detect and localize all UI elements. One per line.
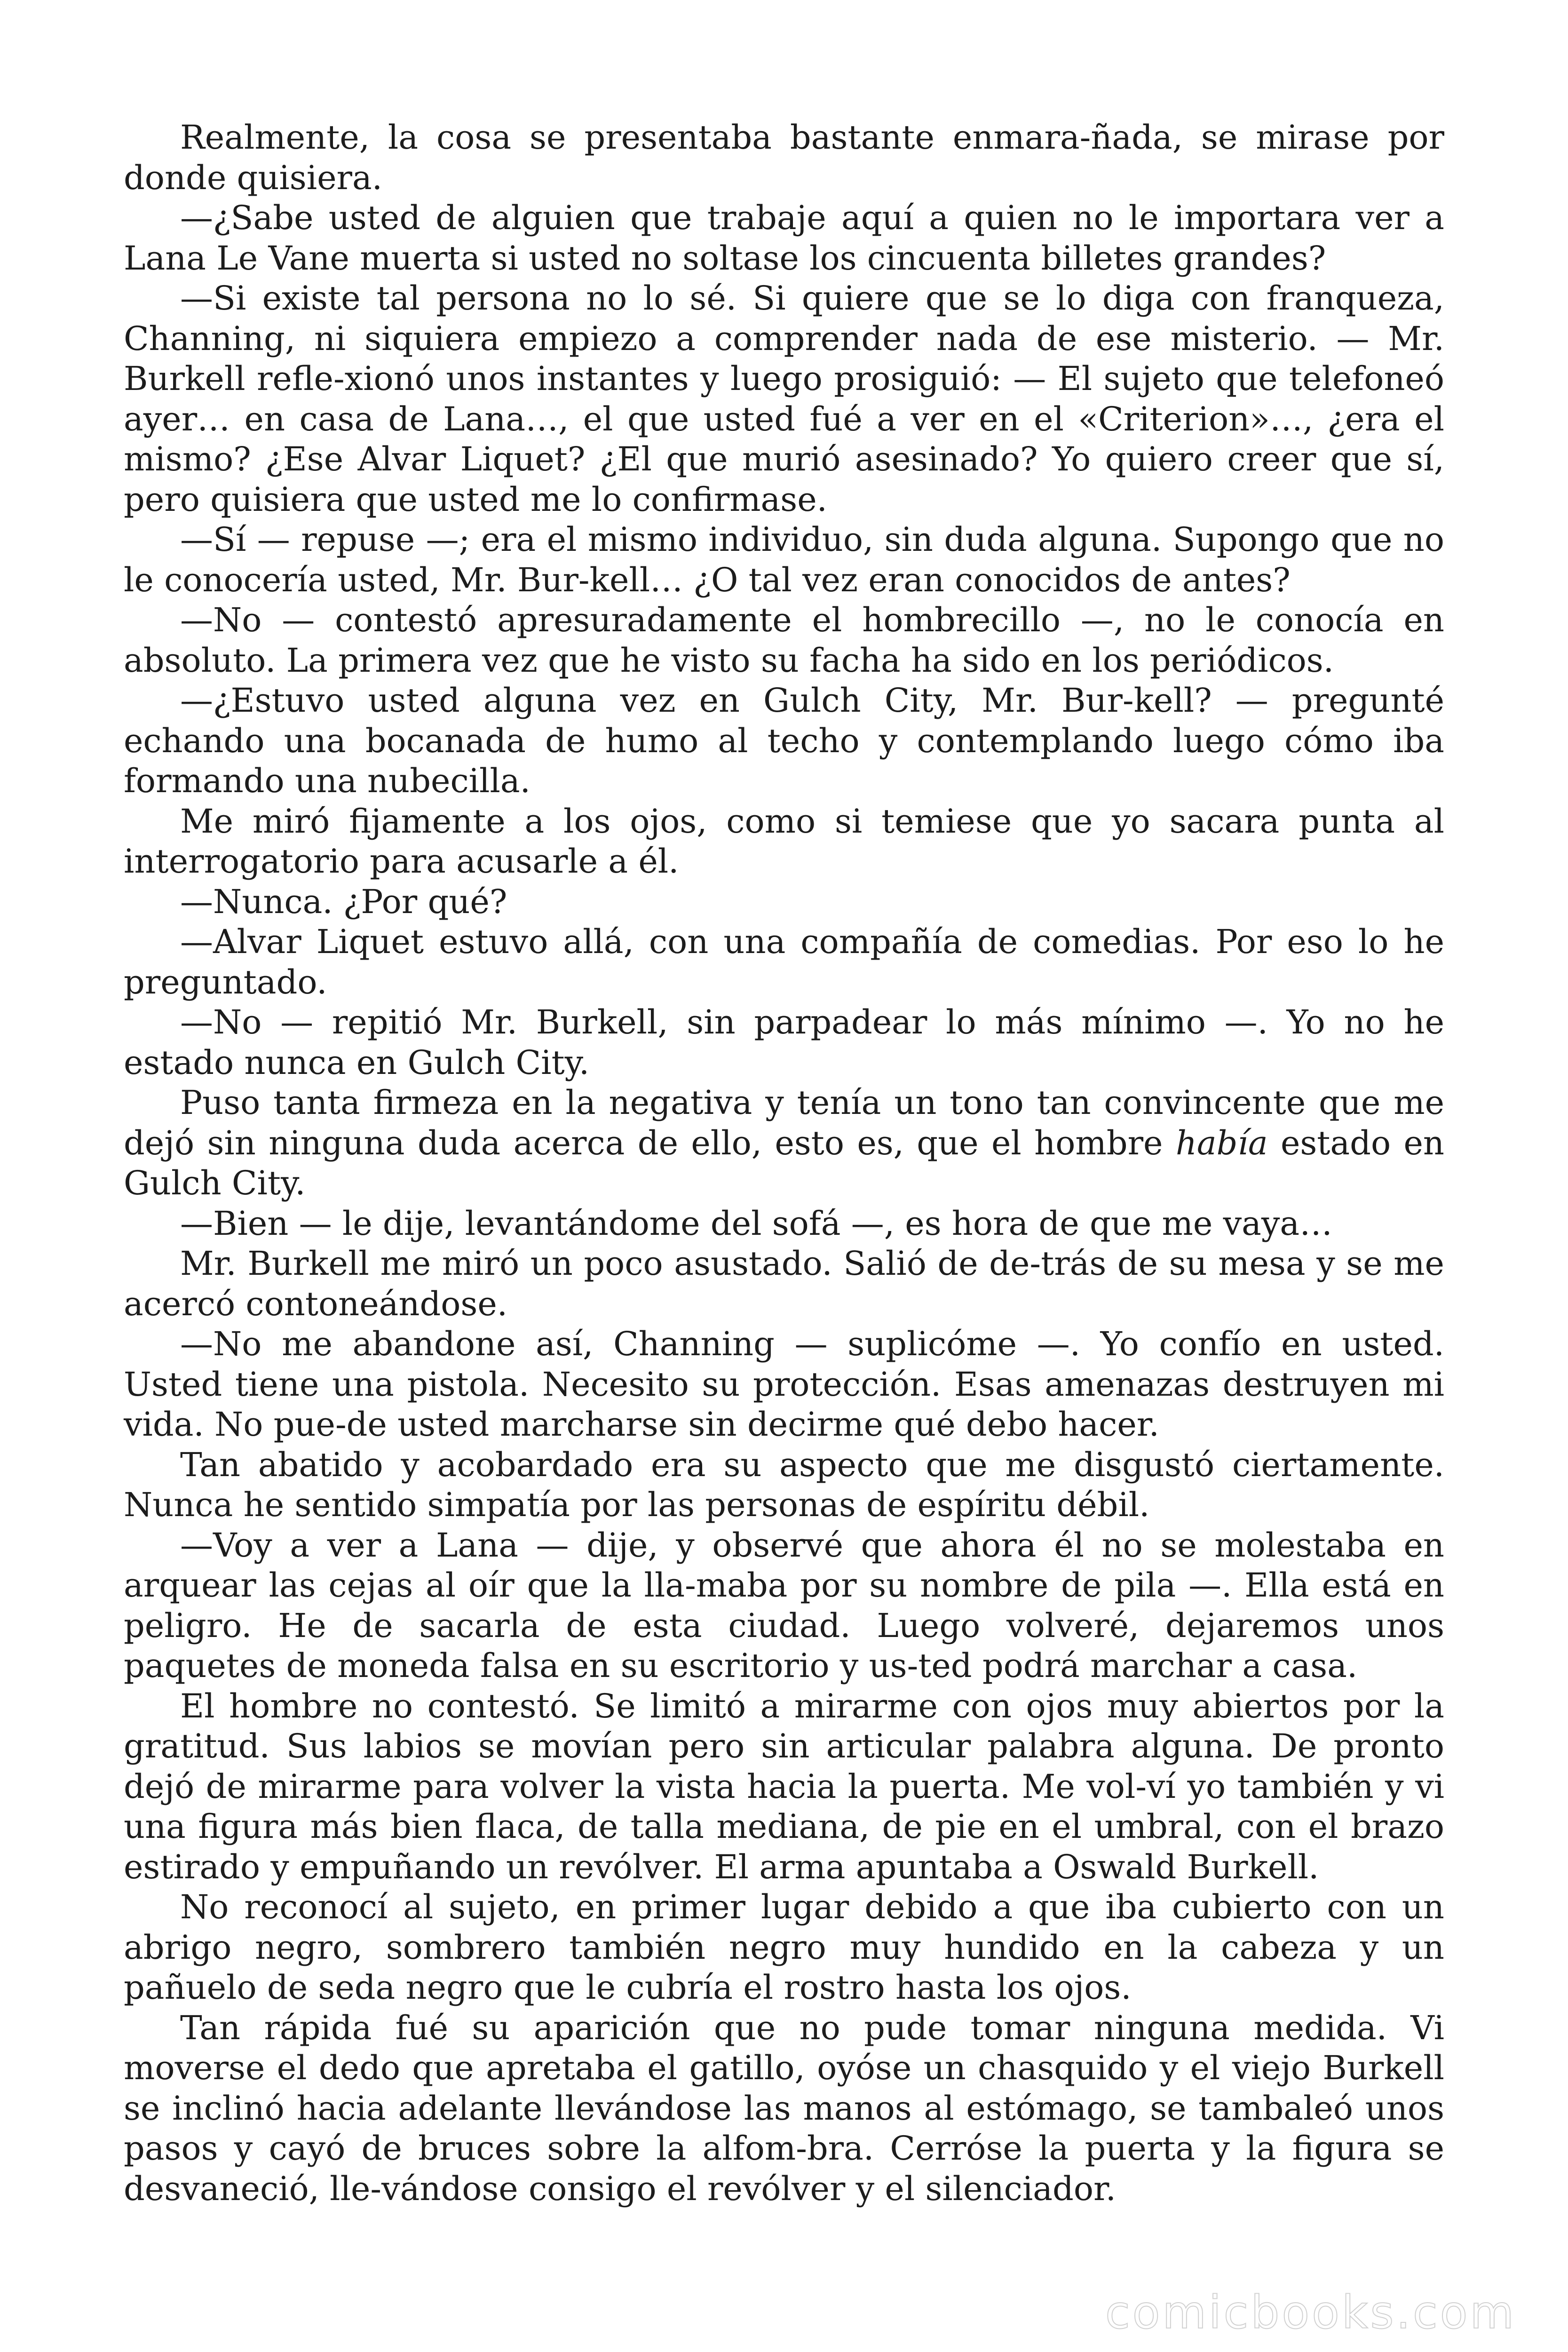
paragraph-with-emphasis <box>124 1083 1444 1204</box>
paragraph: —No — contestó apresuradamente el hombrecillo —, no le conocía en absoluto. La primera vez que he visto su facha ha sido en los periódicos. <box>124 601 1444 680</box>
paragraph: Realmente, la cosa se presentaba bastante enmara-ñada, se mirase por donde quisiera. <box>124 118 1444 197</box>
watermark: comicbooks.com <box>1105 2286 1516 2339</box>
paragraph: —Nunca. ¿Por qué? <box>180 882 507 921</box>
paragraph: —No me abandone así, Channing — suplicóme —. Yo confío en usted. Usted tiene una pistola. Necesito su protección. Esas amenazas destruyen mi vida. No pue-de usted marcharse sin decirme qué debo hacer. <box>124 1325 1444 1444</box>
paragraph: Mr. Burkell me miró un poco asustado. Salió de de-trás de su mesa y se me acercó contoneándose. <box>124 1244 1444 1323</box>
paragraph: —Alvar Liquet estuvo allá, con una compañía de comedias. Por eso lo he preguntado. <box>124 922 1444 1001</box>
paragraph: —Bien — le dije, levantándome del sofá —, es hora de que me vaya… <box>180 1204 1333 1243</box>
paragraph: Me miró fijamente a los ojos, como si temiese que yo sacara punta al interrogatorio para acusarle a él. <box>124 802 1444 881</box>
paragraph: Tan abatido y acobardado era su aspecto que me disgustó ciertamente. Nunca he sentido simpatía por las personas de espíritu débil. <box>124 1445 1444 1524</box>
paragraph: —Si existe tal persona no lo sé. Si quiere que se lo diga con franqueza, Channing, ni siquiera empiezo a comprender nada de ese misterio. — Mr. Burkell refle-xionó unos instantes y luego prosiguió: — El sujeto que telefoneó ayer… en casa de Lana…, el que usted fué a ver en el «Criterion»…, ¿era el mismo? ¿Ese Alvar Liquet? ¿El que murió asesinado? Yo quiero creer que sí, pero quisiera que usted me lo confirmase. <box>124 279 1444 519</box>
emphasized-word: había <box>1175 1123 1268 1162</box>
paragraph: —No — repitió Mr. Burkell, sin parpadear lo más mínimo —. Yo no he estado nunca en Gulch City. <box>124 1003 1444 1082</box>
paragraph-text-after: estado en Gulch City. <box>124 1123 1444 1202</box>
paragraph: —Voy a ver a Lana — dije, y observé que ahora él no se molestaba en arquear las cejas al oír que la lla-maba por su nombre de pila —. Ella está en peligro. He de sacarla de esta ciudad. Luego volveré, dejaremos unos paquetes de moneda falsa en su escritorio y us-ted podrá marchar a casa. <box>124 1526 1444 1685</box>
paragraph: —¿Sabe usted de alguien que trabaje aquí a quien no le importara ver a Lana Le Vane muerta si usted no soltase los cincuenta billetes grandes? <box>124 199 1444 278</box>
paragraph: No reconocí al sujeto, en primer lugar debido a que iba cubierto con un abrigo negro, sombrero también negro muy hundido en la cabeza y un pañuelo de seda negro que le cubría el rostro hasta los ojos. <box>124 1888 1444 2007</box>
paragraph-text-before: Puso tanta firmeza en la negativa y tenía un tono tan convincente que me dejó sin ninguna duda acerca de ello, esto es, que el hombre <box>124 1083 1444 1162</box>
page-text <box>124 118 1444 2209</box>
paragraph: El hombre no contestó. Se limitó a mirarme con ojos muy abiertos por la gratitud. Sus labios se movían pero sin articular palabra alguna. De pronto dejó de mirarme para volver la vista hacia la puerta. Me vol-ví yo también y vi una figura más bien flaca, de talla mediana, de pie en el umbral, con el brazo estirado y empuñando un revólver. El arma apuntaba a Oswald Burkell. <box>124 1686 1444 1886</box>
paragraph: Tan rápida fué su aparición que no pude tomar ninguna medida. Vi moverse el dedo que apretaba el gatillo, oyóse un chasquido y el viejo Burkell se inclinó hacia adelante llevándose las manos al estómago, se tambaleó unos pasos y cayó de bruces sobre la alfom-bra. Cerróse la puerta y la figura se desvaneció, lle-vándose consigo el revólver y el silenciador. <box>124 2008 1444 2208</box>
paragraph: —¿Estuvo usted alguna vez en Gulch City, Mr. Bur-kell? — pregunté echando una bocanada de humo al techo y contemplando luego cómo iba formando una nubecilla. <box>124 681 1444 800</box>
paragraph: —Sí — repuse —; era el mismo individuo, sin duda alguna. Supongo que no le conocería usted, Mr. Bur-kell… ¿O tal vez eran conocidos de antes? <box>124 520 1444 599</box>
